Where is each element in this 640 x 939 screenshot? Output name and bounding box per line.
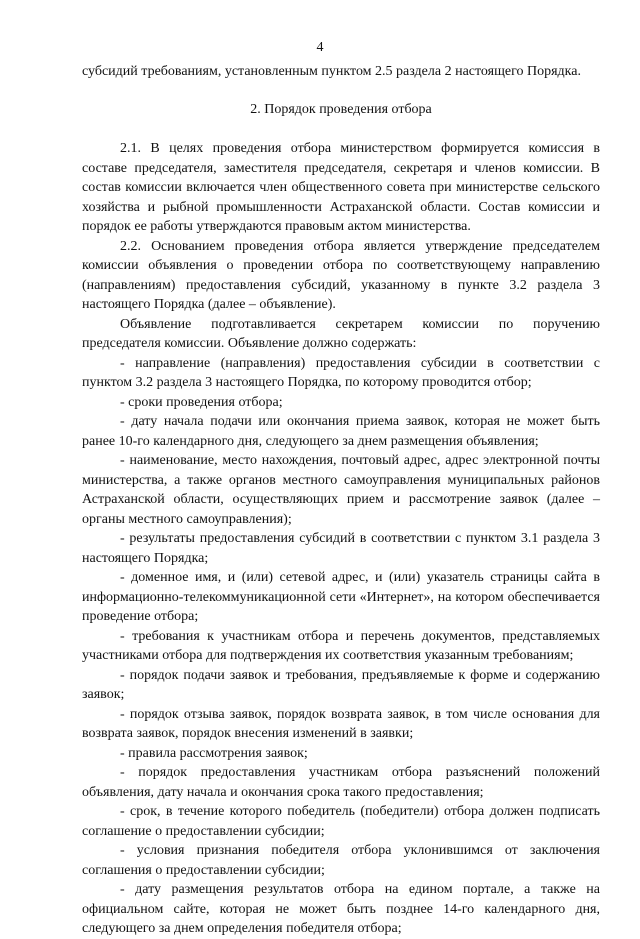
page-number: 4	[316, 40, 324, 55]
list-item: - наименование, место нахождения, почтовый адрес, адрес электронной почты министерства, а также органов местного самоуправления муниципальных районов Астраханской области, осуществляющих прием и рассмотрение заявок (далее – органы местного самоуправления);	[82, 453, 600, 527]
list-item: - сроки проведения отбора;	[120, 394, 283, 410]
list-item: - доменное имя, и (или) сетевой адрес, и (или) указатель страницы сайта в информационно-телекоммуникационной сети «Интернет», на котором обеспечивается проведение отбора;	[82, 570, 600, 624]
list-item: - дату размещения результатов отбора на едином портале, а также на официальном сайте, которая не может быть позднее 14-го календарного дня, следующего за днем определения победителя отбора;	[82, 882, 600, 936]
continuation-line: субсидий требованиям, установленным пунктом 2.5 раздела 2 настоящего Порядка.	[82, 64, 581, 79]
document-body	[82, 62, 600, 939]
list-item: - направление (направления) предоставления субсидии в соответствии с пунктом 3.2 раздела 3 настоящего Порядка, по которому проводится отбор;	[82, 355, 600, 390]
paragraph-announcement-intro: Объявление подготавливается секретарем комиссии по поручению председателя комиссии. Объявление должно содержать:	[82, 316, 600, 351]
section-title: 2. Порядок проведения отбора	[250, 101, 432, 117]
list-item: - правила рассмотрения заявок;	[120, 745, 308, 761]
list-item: - результаты предоставления субсидий в соответствии с пунктом 3.1 раздела 3 настоящего Порядка;	[82, 531, 600, 566]
list-item: - требования к участникам отбора и перечень документов, представляемых участниками отбора для подтверждения их соответствия указанным требованиям;	[82, 628, 600, 663]
list-item: - условия признания победителя отбора уклонившимся от заключения соглашения о предоставлении субсидии;	[82, 843, 600, 878]
paragraph-2-1: 2.1. В целях проведения отбора министерством формируется комиссия в составе председателя, заместителя председателя, секретаря и членов комиссии. В состав комиссии включается член общественного совета при министерстве сельского хозяйства и рыбной промышленности Астраханской области. Состав комиссии и порядок ее работы утверждаются правовым актом министерства.	[82, 141, 600, 234]
list-item: - порядок предоставления участникам отбора разъяснений положений объявления, дату начала и окончания срока такого предоставления;	[82, 765, 600, 800]
list-item: - срок, в течение которого победитель (победители) отбора должен подписать соглашение о предоставлении субсидии;	[82, 804, 600, 839]
list-item: - порядок отзыва заявок, порядок возврата заявок, в том числе основания для возврата заявок, порядок внесения изменений в заявки;	[82, 706, 600, 741]
list-item: - порядок подачи заявок и требования, предъявляемые к форме и содержанию заявок;	[82, 667, 600, 702]
paragraph-2-2: 2.2. Основанием проведения отбора является утверждение председателем комиссии объявления о проведении отбора по соответствующему направлению (направлениям) предоставления субсидий, указанному в пункте 3.2 раздела 3 настоящего Порядка (далее – объявление).	[82, 238, 600, 312]
list-item: - дату начала подачи или окончания приема заявок, которая не может быть ранее 10-го календарного дня, следующего за днем размещения объявления;	[82, 414, 600, 449]
